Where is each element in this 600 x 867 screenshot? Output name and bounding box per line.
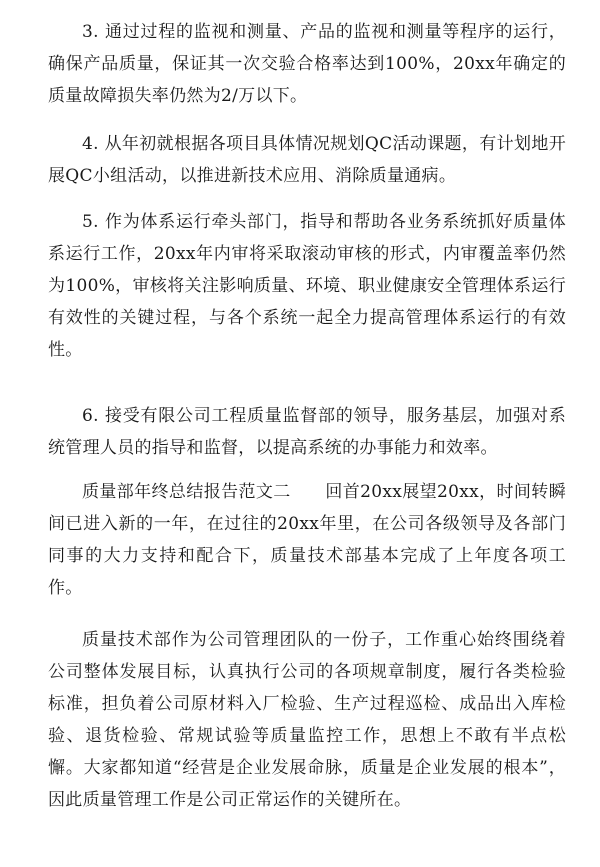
paragraph-department-role: 质量技术部作为公司管理团队的一份子，工作重心始终围绕着公司整体发展目标，认真执行公司的各项规章制度，履行各类检验标准，担负着公司原材料入厂检验、生产过程巡检、成品出入库检验、退货检验、常规试验等质量监控工作，思想上不敢有半点松懈。大家都知道“经营是企业发展命脉，质量是企业发展的根本”，因此质量管理工作是公司正常运作的关键所在。 bbox=[48, 630, 566, 810]
paragraph-item-6: 6. 接受有限公司工程质量监督部的领导，服务基层，加强对系统管理人员的指导和监督，以提高系统的办事能力和效率。 bbox=[48, 406, 566, 458]
paragraph-item-3: 3. 通过过程的监视和测量、产品的监视和测量等程序的运行，确保产品质量，保证其一次交验合格率达到100%，20xx年确定的质量故障损失率仍然为2/万以下。 bbox=[48, 22, 566, 106]
paragraph-report-intro: 质量部年终总结报告范文二 回首20xx展望20xx，时间转瞬间已进入新的一年，在过往的20xx年里，在公司各级领导及各部门同事的大力支持和配合下，质量技术部基本完成了上年度各项工作。 bbox=[48, 482, 566, 598]
paragraph-item-4: 4. 从年初就根据各项目具体情况规划QC活动课题，有计划地开展QC小组活动，以推进新技术应用、消除质量通病。 bbox=[48, 134, 566, 186]
paragraph-item-5: 5. 作为体系运行牵头部门，指导和帮助各业务系统抓好质量体系运行工作，20xx年内审将采取滚动审核的形式，内审覆盖率仍然为100%，审核将关注影响质量、环境、职业健康安全管理体系运行有效性的关键过程，与各个系统一起全力提高管理体系运行的有效性。 bbox=[48, 212, 566, 360]
